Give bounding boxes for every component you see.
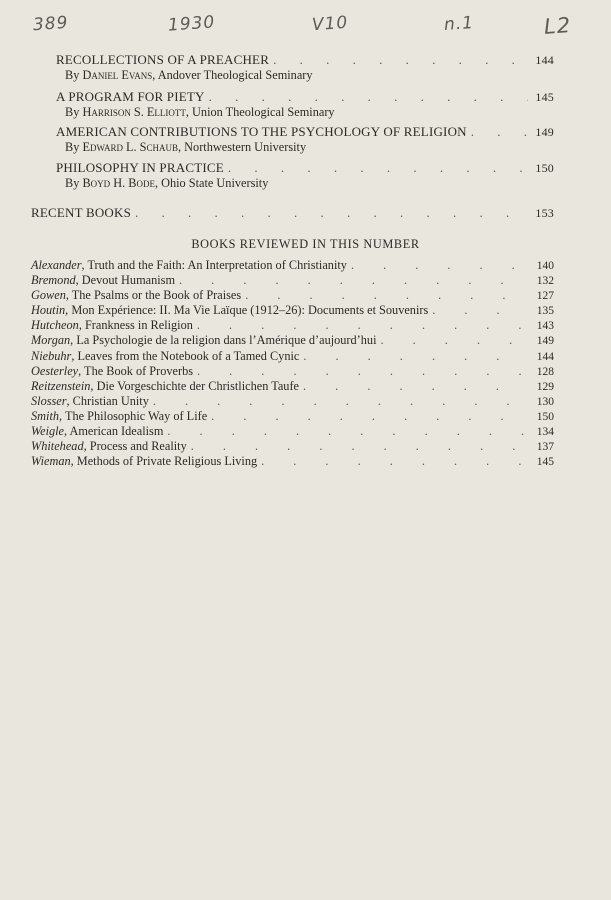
entry-title: RECENT BOOKS [31, 205, 132, 220]
entry-title: RECOLLECTIONS OF A PREACHER [56, 52, 270, 67]
author-name: Daniel Evans [82, 68, 153, 82]
leader-dots [179, 273, 528, 288]
toc-entry [56, 124, 554, 155]
book-author: Niebuhr [31, 348, 72, 363]
handwritten-note: 1930 [167, 12, 216, 36]
page-number: 150 [535, 161, 554, 175]
book-title: , Methods of Private Religious Living [70, 454, 258, 469]
list-item [31, 288, 554, 303]
byline: By Daniel Evans, Andover Theological Seminary [65, 68, 313, 82]
book-author: Reitzenstein [31, 378, 91, 393]
toc-entry [56, 52, 554, 83]
book-author: Hutcheon [31, 318, 79, 333]
leader-dots [381, 333, 529, 348]
book-title: , Truth and the Faith: An Interpretation of Christianity [81, 258, 347, 272]
list-item [31, 394, 554, 409]
page-number: 149 [536, 335, 554, 348]
affiliation: , Union Theological Seminary [185, 105, 335, 119]
leader-dots [303, 349, 528, 364]
page-number: 134 [536, 426, 554, 439]
list-item [31, 454, 554, 469]
affiliation: , Northwestern University [178, 140, 307, 154]
page-number: 135 [536, 305, 554, 318]
author-name: Boyd H. Bode [82, 176, 155, 190]
book-title: , The Psalms or the Book of Praises [65, 288, 242, 303]
leader-dots [209, 89, 528, 104]
book-author: Alexander [31, 258, 82, 272]
leader-dots [135, 205, 528, 220]
handwritten-note: 389 [32, 12, 70, 36]
book-author: Smith [31, 408, 60, 423]
list-item [31, 379, 554, 394]
entry-title: PHILOSOPHY IN PRACTICE [56, 160, 224, 175]
list-item [31, 424, 554, 439]
list-item [31, 318, 554, 333]
list-item [31, 258, 554, 273]
books-reviewed-list [31, 258, 554, 469]
author-name: Edward L. Schaub [82, 140, 179, 154]
section-heading: BOOKS REVIEWED IN THIS NUMBER [191, 237, 420, 251]
book-author: Oesterley [31, 363, 79, 378]
byline: By Harrison S. Elliott, Union Theological Seminary [65, 105, 335, 119]
page-number: 129 [536, 380, 554, 393]
toc-entry-recent-books [31, 205, 554, 221]
book-title: , The Philosophic Way of Life [59, 408, 208, 423]
handwritten-note: L2 [543, 13, 572, 39]
byline: By Boyd H. Bode, Ohio State University [65, 176, 269, 190]
page-number: 149 [535, 125, 554, 139]
leader-dots [432, 303, 528, 318]
leader-dots [211, 409, 528, 424]
page-number: 130 [536, 395, 554, 408]
page-number: 143 [536, 320, 554, 333]
page-number: 150 [536, 410, 554, 423]
entry-title: AMERICAN CONTRIBUTIONS TO THE PSYCHOLOGY OF RELIGION [56, 124, 467, 139]
leader-dots [261, 454, 528, 469]
book-title: , Christian Unity [66, 393, 149, 408]
leader-dots [197, 318, 528, 333]
page-number: 145 [535, 90, 554, 104]
leader-dots [197, 364, 528, 379]
page-number: 145 [536, 456, 554, 469]
leader-dots [245, 288, 528, 303]
book-author: Bremond [31, 273, 76, 288]
book-title: , Devout Humanism [75, 273, 176, 288]
toc-entry [56, 160, 554, 191]
leader-dots [303, 379, 528, 394]
leader-dots [351, 258, 528, 273]
list-item [31, 439, 554, 454]
book-author: Gowen [31, 288, 66, 303]
toc-entry [56, 89, 554, 120]
affiliation: , Andover Theological Seminary [152, 68, 313, 82]
list-item [31, 333, 554, 348]
book-title: , Frankness in Religion [78, 318, 193, 333]
entry-title: A PROGRAM FOR PIETY [56, 89, 205, 104]
author-name: Harrison S. Elliott [82, 105, 186, 119]
list-item [31, 349, 554, 364]
book-author: Whitehead [31, 439, 84, 454]
page-number: 132 [536, 275, 554, 288]
book-title: , Leaves from the Notebook of a Tamed Cynic [71, 348, 300, 363]
book-title: , The Book of Proverbs [78, 363, 193, 378]
page-number: 153 [535, 206, 554, 220]
book-title: , Die Vorgeschichte der Christlichen Taufe [90, 378, 300, 393]
leader-dots [167, 424, 528, 439]
book-title: , Process and Reality [83, 439, 187, 454]
page-number: 128 [536, 365, 554, 378]
leader-dots [228, 160, 528, 175]
page-number: 140 [536, 260, 554, 272]
book-title: , American Idealism [64, 424, 164, 439]
book-author: Houtin [31, 303, 66, 318]
list-item [31, 273, 554, 288]
book-title: , Mon Expérience: II. Ma Vie Laïque (1912–26): Documents et Souvenirs [65, 303, 429, 318]
book-author: Wieman [31, 454, 71, 469]
page-number: 144 [535, 53, 554, 67]
list-item [31, 303, 554, 318]
handwritten-note: n.1 [443, 12, 475, 36]
book-author: Weigle [31, 424, 65, 439]
leader-dots [153, 394, 528, 409]
book-author: Morgan [31, 333, 71, 348]
book-title: , La Psychologie de la religion dans l’Amérique d’aujourd’hui [70, 333, 377, 348]
leader-dots [273, 52, 528, 67]
book-author: Slosser [31, 393, 67, 408]
page-number: 137 [536, 441, 554, 454]
leader-dots [191, 439, 528, 454]
byline: By Edward L. Schaub, Northwestern University [65, 140, 307, 154]
page-number: 144 [536, 350, 554, 363]
list-item [31, 364, 554, 379]
leader-dots [471, 124, 528, 139]
affiliation: , Ohio State University [154, 176, 269, 190]
page-number: 127 [536, 290, 554, 303]
list-item [31, 409, 554, 424]
handwritten-note: V10 [311, 12, 349, 36]
